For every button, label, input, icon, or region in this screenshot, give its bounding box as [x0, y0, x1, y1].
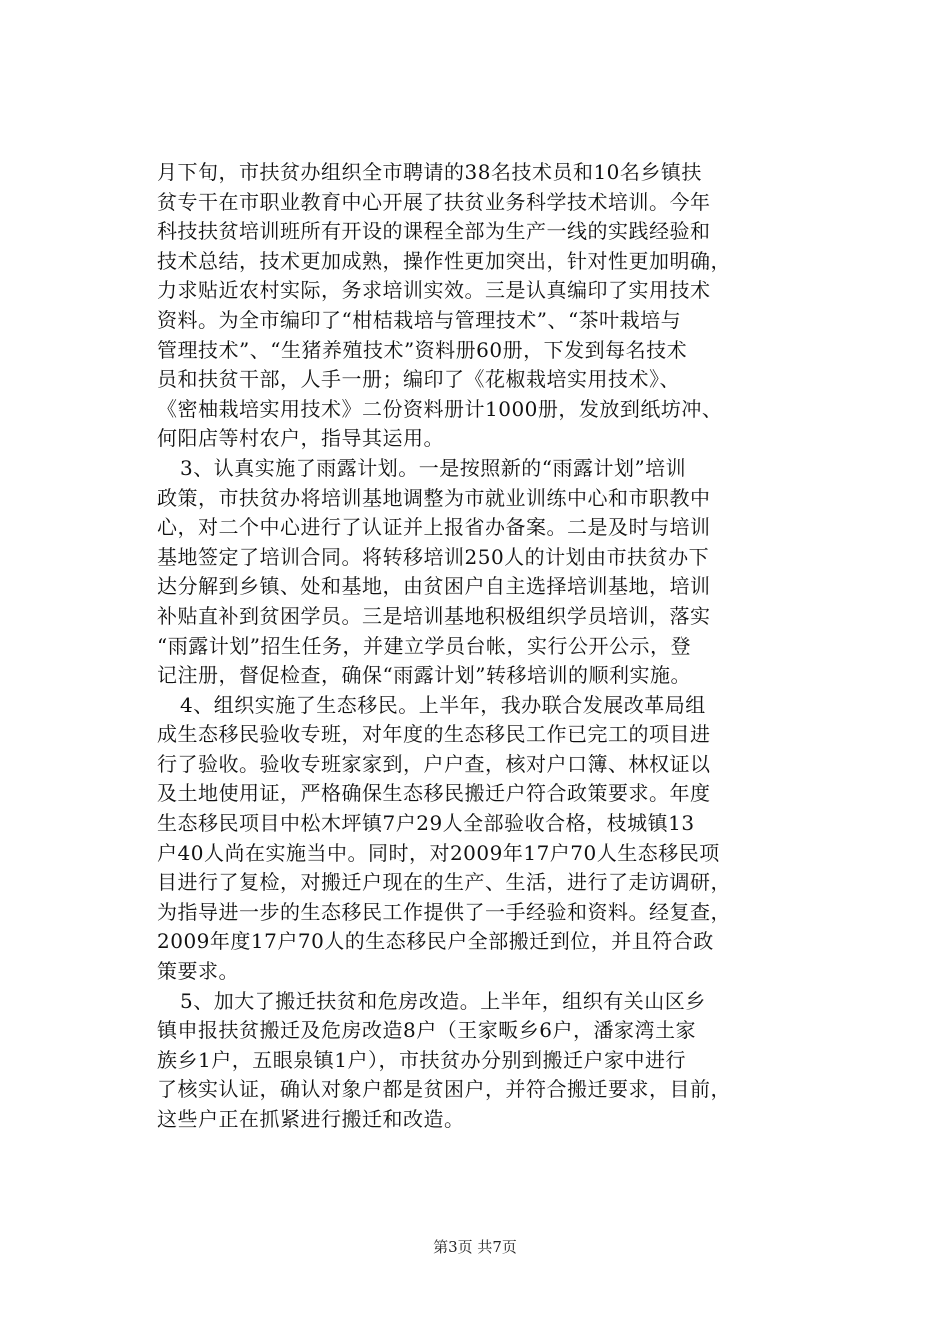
- text-line: 生态移民项目中松木坪镇7户29人全部验收合格，枝城镇13: [157, 811, 695, 836]
- text-line: 力求贴近农村实际，务求培训实效。三是认真编印了实用技术: [157, 278, 711, 303]
- document-body: [157, 158, 827, 1135]
- text-line: 政策，市扶贫办将培训基地调整为市就业训练中心和市职教中: [157, 485, 711, 510]
- text-line: 技术总结，技术更加成熟，操作性更加突出，针对性更加明确，: [157, 248, 731, 273]
- paragraph-start-line: 3、认真实施了雨露计划。一是按照新的“雨露计划”培训: [180, 455, 687, 480]
- text-line: 族乡1户，五眼泉镇1户），市扶贫办分别到搬迁户家中进行: [157, 1047, 686, 1072]
- text-line: 镇申报扶贫搬迁及危房改造8户（王家畈乡6户，潘家湾土家: [157, 1018, 696, 1043]
- text-line: 户40人尚在实施当中。同时，对2009年17户70人生态移民项: [157, 840, 720, 865]
- paragraph-start-line: 5、加大了搬迁扶贫和危房改造。上半年，组织有关山区乡: [180, 988, 706, 1013]
- text-line: 贫专干在市职业教育中心开展了扶贫业务科学技术培训。今年: [157, 189, 711, 214]
- text-line: 《密柚栽培实用技术》二份资料册计1000册，发放到纸坊冲、: [157, 396, 723, 421]
- text-line: 管理技术”、“生猪养殖技术”资料册60册，下发到每名技术: [157, 337, 688, 362]
- text-line: 何阳店等村农户，指导其运用。: [157, 426, 444, 451]
- text-line: 月下旬，市扶贫办组织全市聘请的38名技术员和10名乡镇扶: [157, 160, 702, 184]
- text-line: 策要求。: [157, 959, 239, 984]
- text-line: 科技扶贫培训班所有开设的课程全部为生产一线的实践经验和: [157, 219, 711, 244]
- text-line: 资料。为全市编印了“柑桔栽培与管理技术”、“茶叶栽培与: [157, 307, 682, 332]
- text-line: “雨露计划”招生任务，并建立学员台帐，实行公开公示，登: [157, 633, 691, 658]
- text-line: 心，对二个中心进行了认证并上报省办备案。二是及时与培训: [157, 515, 711, 540]
- text-line: 员和扶贫干部，人手一册；编印了《花椒栽培实用技术》、: [157, 367, 680, 392]
- page-number-footer: 第3页 共7页: [433, 1238, 517, 1256]
- text-line: 这些户正在抓紧进行搬迁和改造。: [157, 1107, 465, 1131]
- text-line: 行了验收。验收专班家家到，户户查，核对户口簿、林权证以: [157, 751, 711, 776]
- text-line: 补贴直补到贫困学员。三是培训基地积极组织学员培训，落实: [157, 603, 711, 628]
- text-line: 达分解到乡镇、处和基地，由贫困户自主选择培训基地，培训: [157, 574, 711, 599]
- text-line: 为指导进一步的生态移民工作提供了一手经验和资料。经复查，: [157, 899, 731, 924]
- text-line: 了核实认证，确认对象户都是贫困户，并符合搬迁要求，目前，: [157, 1077, 731, 1102]
- text-line: 基地签定了培训合同。将转移培训250人的计划由市扶贫办下: [157, 544, 710, 569]
- text-line: 记注册，督促检查，确保“雨露计划”转移培训的顺利实施。: [157, 663, 691, 688]
- text-line: 成生态移民验收专班，对年度的生态移民工作已完工的项目进: [157, 722, 711, 747]
- text-line: 2009年度17户70人的生态移民户全部搬迁到位，并且符合政: [157, 929, 714, 954]
- paragraph-start-line: 4、组织实施了生态移民。上半年，我办联合发展改革局组: [180, 692, 706, 717]
- text-line: 目进行了复检，对搬迁户现在的生产、生活，进行了走访调研，: [157, 870, 731, 895]
- text-line: 及土地使用证，严格确保生态移民搬迁户符合政策要求。年度: [157, 781, 711, 806]
